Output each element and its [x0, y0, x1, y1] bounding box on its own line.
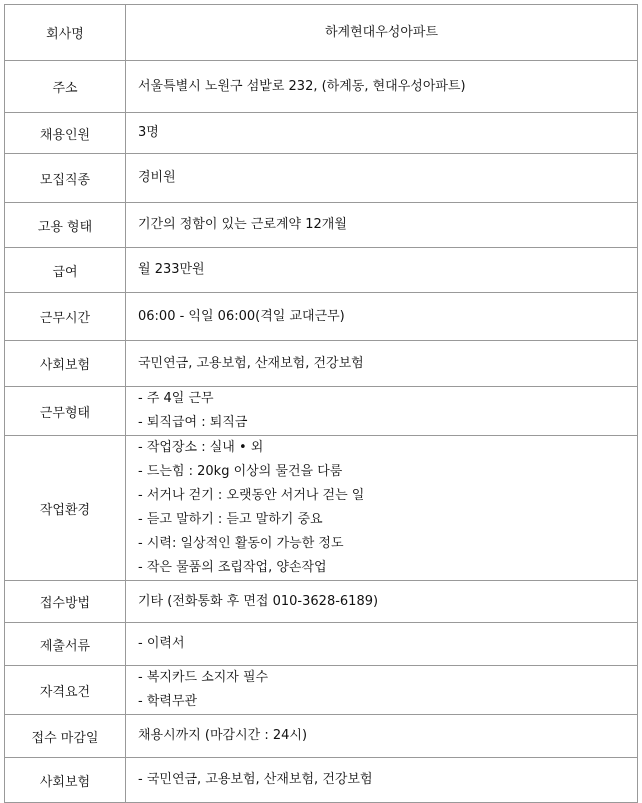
- row-value: [126, 387, 638, 436]
- row-label: 회사명: [5, 5, 126, 61]
- row-value: [126, 436, 638, 581]
- value-line: 하계현대우성아파트: [324, 24, 439, 40]
- value-line: 기간의 정함이 있는 근로계약 12개월: [138, 217, 347, 232]
- row-value: [126, 293, 638, 341]
- value-line: 서울특별시 노원구 섬밭로 232, (하계동, 현대우성아파트): [138, 78, 466, 94]
- row-label: 급여: [5, 248, 126, 293]
- table-row: [5, 113, 638, 154]
- value-line: - 작은 물품의 조립작업, 양손작업: [138, 560, 327, 575]
- value-line: - 국민연금, 고용보험, 산재보험, 건강보험: [138, 772, 373, 787]
- table-row: [5, 293, 638, 341]
- value-line: - 복지카드 소지자 필수: [138, 670, 269, 685]
- job-posting-table: [4, 4, 638, 803]
- row-value: [126, 154, 638, 203]
- row-label: 사회보험: [5, 341, 126, 387]
- value-line: - 이력서: [138, 636, 185, 651]
- row-label: 사회보험: [5, 758, 126, 803]
- table-row: [5, 248, 638, 293]
- row-value: [126, 113, 638, 154]
- value-line: - 작업장소 : 실내 • 외: [138, 440, 264, 455]
- row-label: 접수 마감일: [5, 715, 126, 758]
- row-label: 작업환경: [5, 436, 126, 581]
- row-value: [126, 715, 638, 758]
- row-label: 고용 형태: [5, 203, 126, 248]
- value-line: 06:00 - 익일 06:00(격일 교대근무): [138, 308, 345, 324]
- value-line: - 퇴직급여 : 퇴직금: [138, 415, 248, 430]
- value-line: - 학력무관: [138, 694, 198, 709]
- row-label: 주소: [5, 61, 126, 113]
- row-value: [126, 666, 638, 715]
- table-row: [5, 61, 638, 113]
- row-label: 근무시간: [5, 293, 126, 341]
- value-line: - 드는힘 : 20kg 이상의 물건을 다룸: [138, 464, 343, 479]
- row-value: [126, 5, 638, 61]
- table-row: [5, 387, 638, 436]
- value-line: 채용시까지 (마감시간 : 24시): [138, 728, 308, 743]
- table-row: [5, 623, 638, 666]
- row-value: [126, 581, 638, 623]
- row-label: 접수방법: [5, 581, 126, 623]
- row-value: [126, 758, 638, 803]
- row-value: [126, 61, 638, 113]
- table-row: [5, 715, 638, 758]
- value-line: 국민연금, 고용보험, 산재보험, 건강보험: [138, 355, 364, 371]
- row-label: 근무형태: [5, 387, 126, 436]
- row-label: 채용인원: [5, 113, 126, 154]
- value-line: - 시력: 일상적인 활동이 가능한 정도: [138, 536, 344, 551]
- row-value: [126, 248, 638, 293]
- value-line: 월 233만원: [138, 262, 205, 277]
- table-row: [5, 666, 638, 715]
- table-row: [5, 341, 638, 387]
- value-line: 기타 (전화통화 후 면접 010-3628-6189): [138, 593, 379, 609]
- value-line: - 서거나 걷기 : 오랫동안 서거나 걷는 일: [138, 488, 365, 503]
- table-row: [5, 154, 638, 203]
- row-value: [126, 623, 638, 666]
- row-label: 모집직종: [5, 154, 126, 203]
- value-line: - 듣고 말하기 : 듣고 말하기 중요: [138, 512, 323, 527]
- table-row: [5, 581, 638, 623]
- value-line: 3명: [138, 125, 159, 140]
- value-line: 경비원: [138, 170, 176, 185]
- table-row: [5, 5, 638, 61]
- row-label: 자격요건: [5, 666, 126, 715]
- row-value: [126, 203, 638, 248]
- table-row: [5, 203, 638, 248]
- value-line: - 주 4일 근무: [138, 391, 214, 406]
- table-row: [5, 436, 638, 581]
- table-row: [5, 758, 638, 803]
- row-label: 제출서류: [5, 623, 126, 666]
- row-value: [126, 341, 638, 387]
